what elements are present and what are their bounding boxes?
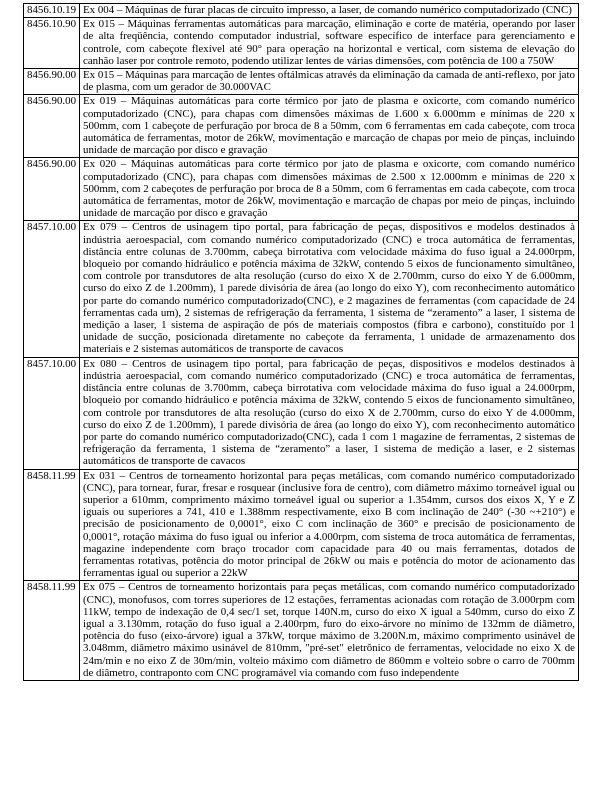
ncm-description: Ex 079 – Centros de usinagem tipo portal, para fabricação de peças, dispositivos e modelos destinados à indústria aeroespacial, com comando numérico computadorizado (CNC) e troca automática de ferramentas, distância entre colunas de 3.700mm, cabeça birrotativa com velocidade máxima do fuso igual a 24.000rpm, bloqueio por comando hidráulico e potência máxima de 32kW, contendo 5 eixos de funcionamento simultâneo, com controle por transdutores de alta resolução (curso do eixo X de 2.700mm, curso do eixo Y de 6.000mm, curso do eixo Z de 1.200mm), 1 parede divisória de área (ao longo do eixo Y), com reconhecimento automático por parte do comando numérico computadorizado(CNC), e 2 magazines de ferramentas (com capacidade de 24 ferramentas cada um), 2 sistemas de refrigeração da ferramenta, 1 sistema de “zeramento” a laser, 1 sistema de medição a laser, 1 sistema de aspiração de pós de materiais compostos (fibra e carbono), constituído por 1 unidade de sucção, posicionada diretamente no cabeçote da ferramenta, 1 unidade de armazenamento dos materiais e 2 sistemas automáticos de transporte de cavacos bbox=[80, 221, 579, 357]
ncm-description: Ex 075 – Centros de torneamento horizontais para peças metálicas, com comando numérico computadorizado (CNC), monofusos, com torres superiores de 12 estações, ferramentas acionadas com rotação de 3.000rpm com 11kW, tempo de indexação de 0,4 sec/1 set, torque 140N.m, curso do eixo X igual a 540mm, curso do eixo Z igual a 3.130mm, rotação do fuso igual a 2.400rpm, furo do eixo-árvore no mínimo de 132mm de diâmetro, potência do fuso (eixo-árvore) igual a 37kW, torque máximo de 3.200N.m, máximo comprimento usinável de 3.048mm, diâmetro máximo usinável de 810mm, "pré-set" eletrônico de ferramentas, velocidade no eixo X de 24m/min e no eixo Z de 30m/min, volteio máximo com diâmetro de 860mm e volteio sobre o carro de 700mm de diâmetro, contraponto com CNC programável via comando com fuso independente bbox=[80, 581, 579, 681]
table-row bbox=[24, 469, 579, 581]
table-row bbox=[24, 158, 579, 221]
ncm-table bbox=[23, 3, 579, 681]
ncm-code: 8456.10.19 bbox=[24, 4, 80, 18]
table-row bbox=[24, 69, 579, 95]
ncm-description: Ex 015 – Máquinas para marcação de lentes oftálmicas através da eliminação da camada de anti-reflexo, por jato de plasma, com um gerador de 30.000VAC bbox=[80, 69, 579, 95]
ncm-code: 8456.90.00 bbox=[24, 69, 80, 95]
ncm-code: 8457.10.00 bbox=[24, 221, 80, 357]
ncm-code: 8456.90.00 bbox=[24, 158, 80, 221]
table-row bbox=[24, 18, 579, 69]
table-row bbox=[24, 4, 579, 18]
ncm-description: Ex 020 – Máquinas automáticas para corte térmico por jato de plasma e oxicorte, com comando numérico computadorizado (CNC), para chapas com dimensões máximas de 2.500 x 12.000mm e mínimas de 220 x 500mm, com 2 cabeçotes de perfuração por broca de 8 a 50mm, com 6 ferramentas em cada cabeçote, com troca automática de ferramentas, motor de 26kW, movimentação e marcação de chapas por meio de pinças, incluindo unidade de marcação por disco e gravação bbox=[80, 158, 579, 221]
ncm-description: Ex 080 – Centros de usinagem tipo portal, para fabricação de peças, dispositivos e modelos destinados à indústria aeroespacial, com comando numérico computadorizado (CNC) e troca automática de ferramentas, distância entre colunas de 3.700mm, cabeça birrotativa com velocidade máxima do fuso igual a 24.000rpm, bloqueio por comando hidráulico e potência máxima de 32kW, contendo 5 eixos de funcionamento simultâneo, com controle por transdutores de alta resolução (curso do eixo X de 2.700mm, curso do eixo Y de 4.000mm, curso do eixo Z de 1.200mm), 1 parede divisória de área (ao longo do eixo Y), com reconhecimento automático por parte do comando numérico computadorizado(CNC), cada 1 com 1 magazine de ferramentas, 2 sistemas de refrigeração da ferramenta, 1 sistema de “zeramento” a laser, 1 sistema de medição a laser, e 2 sistemas automáticos de transporte de cavacos bbox=[80, 357, 579, 469]
document bbox=[23, 3, 579, 681]
ncm-code: 8458.11.99 bbox=[24, 469, 80, 581]
ncm-description: Ex 015 – Máquinas ferramentas automáticas para marcação, eliminação e corte de matéria, operando por laser de alta freqüência, contendo computador industrial, software específico de interface para gerenciamento e controle, com cabeçote flexível até 90° para operação na horizontal e vertical, com sistema de elevação do canhão laser por controle remoto, podendo utilizar lentes de várias dimensões, com potência de 100 a 750W bbox=[80, 18, 579, 69]
ncm-code: 8456.10.90 bbox=[24, 18, 80, 69]
ncm-code: 8458.11.99 bbox=[24, 581, 80, 681]
table-row bbox=[24, 357, 579, 469]
table-row bbox=[24, 95, 579, 158]
ncm-description: Ex 031 – Centros de torneamento horizontal para peças metálicas, com comando numérico computadorizado (CNC), para tornear, furar, fresar e rosquear (inclusive fora de centro), com diâmetro máximo torneável igual ou superior a 610mm, comprimento máximo torneável igual ou superior a 1.354mm, cursos dos eixos X, Y e Z iguais ou superiores a 741, 410 e 1.388mm respectivamente, eixo B com inclinação de 240° (-30 ~+210°) e precisão de posicionamento de 0,0001°, eixo C com inclinação de 360° e precisão de posicionamento de 0,0001°, rotação máxima do fuso igual ou inferior a 4.000rpm, com sistema de troca automática de ferramentas, magazine independente com braço trocador com capacidade para 40 ou mais ferramentas, dotados de ferramentas rotativas, potência do motor principal de 26kW ou mais e potência do motor de acionamento das ferramentas igual ou superior a 22kW bbox=[80, 469, 579, 581]
ncm-code: 8456.90.00 bbox=[24, 95, 80, 158]
table-row bbox=[24, 221, 579, 357]
table-row bbox=[24, 581, 579, 681]
ncm-description: Ex 004 – Máquinas de furar placas de circuito impresso, a laser, de comando numérico computadorizado (CNC) bbox=[80, 4, 579, 18]
ncm-code: 8457.10.00 bbox=[24, 357, 80, 469]
ncm-description: Ex 019 – Máquinas automáticas para corte térmico por jato de plasma e oxicorte, com comando numérico computadorizado (CNC), para chapas com dimensões máximas de 1.600 x 6.000mm e mínimas de 220 x 500mm, com 1 cabeçote de perfuração por broca de 8 a 50mm, com 6 ferramentas em cada cabeçote, com troca automática de ferramentas, motor de 26kW, movimentação e marcação de chapas por meio de pinças, incluindo unidade de marcação por disco e gravação bbox=[80, 95, 579, 158]
